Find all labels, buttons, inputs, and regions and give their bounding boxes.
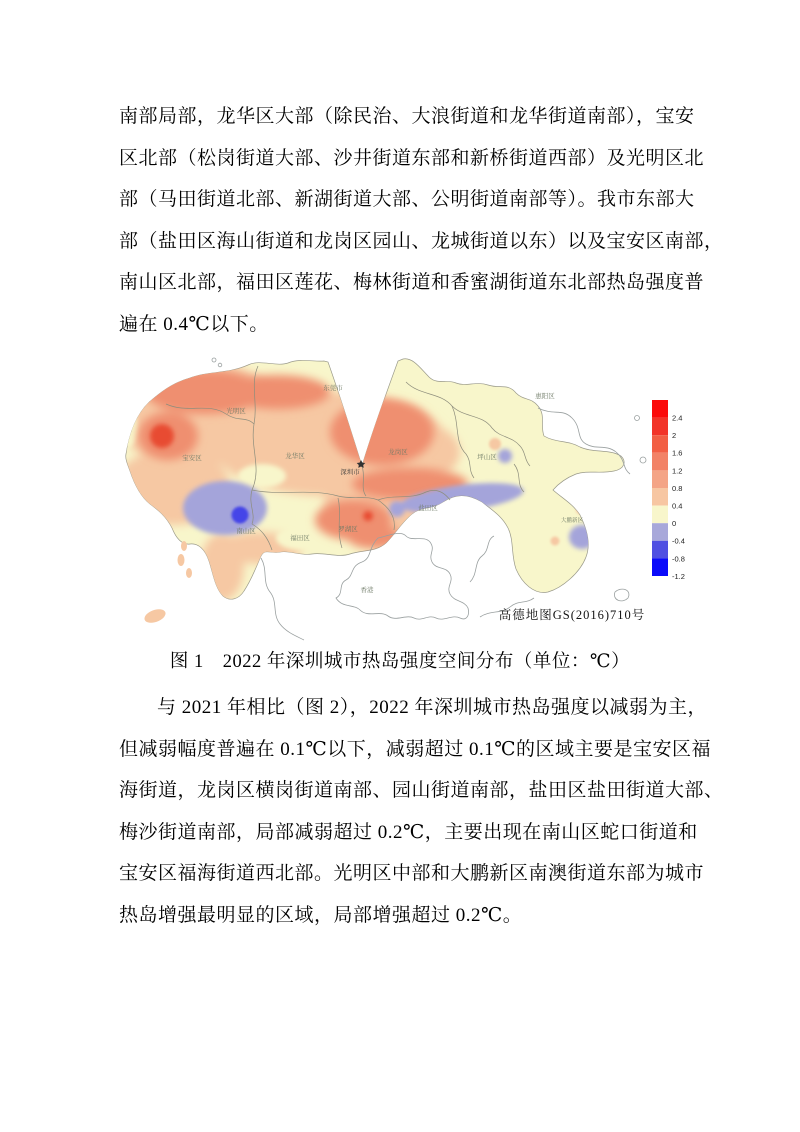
legend-segment: [652, 418, 668, 436]
body-text-line: 南山区北部，福田区莲花、梅林街道和香蜜湖街道东北部热岛强度普: [119, 272, 705, 293]
map-label-yantian: 盐田区: [418, 505, 438, 512]
body-text-line: 海街道，龙岗区横岗街道南部、园山街道南部，盐田区盐田街道大部、: [119, 780, 724, 801]
cold-blue-spot: [232, 507, 249, 524]
map-label-nanshan: 南山区: [236, 528, 256, 535]
legend-tick: -1.2: [672, 571, 685, 581]
legend-segment: [652, 523, 668, 541]
legend-tick: 0.8: [672, 483, 683, 493]
legend-segment: [652, 453, 668, 471]
map-attribution: 高德地图GS(2016)710号: [498, 608, 646, 622]
map-label-dapeng: 大鹏新区: [560, 518, 584, 524]
body-text-line: 热岛增强最明显的区域，局部增强超过 0.2℃。: [119, 904, 523, 926]
body-text-line: 部（盐田区海山街道和龙岗区园山、龙城街道以东）以及宝安区南部，: [119, 230, 724, 252]
legend-tick: 2.4: [672, 413, 683, 423]
legend-segment: [652, 541, 668, 559]
legend-segment: [652, 558, 668, 576]
map-label-futian: 福田区: [290, 535, 310, 542]
legend-tick: 1.6: [672, 448, 683, 458]
map-label-shenzhen: 深圳市: [340, 469, 360, 476]
map-label-baoan: 宝安区: [182, 455, 202, 462]
body-text-line: 区北部（松岗街道大部、沙井街道东部和新桥街道西部）及光明区北: [119, 147, 705, 169]
body-text-line: 与 2021 年相比（图 2），2022 年深圳城市热岛强度以减弱为主，: [157, 697, 708, 718]
legend-tick: 0: [672, 519, 677, 529]
west-islets: [143, 541, 192, 625]
body-text-line: 部（马田街道北部、新湖街道大部、公明街道南部等）。我市东部大: [119, 189, 695, 210]
figure-map: [110, 352, 690, 644]
map-label-guangming: 光明区: [226, 408, 246, 415]
legend-segment: [652, 506, 668, 524]
legend-segment: [652, 435, 668, 453]
body-text-line: 但减弱幅度普遍在 0.1℃以下，减弱超过 0.1℃的区域主要是宝安区福: [119, 738, 712, 760]
legend-tick: 2: [672, 431, 677, 441]
map-label-hongkong: 香港: [360, 587, 374, 594]
map-label-longhua: 龙华区: [285, 453, 305, 460]
map-label-dongguan: 东莞市: [323, 385, 343, 392]
map-label-pingshan: 坪山区: [477, 454, 497, 461]
legend-segment: [652, 488, 668, 506]
paragraph-1: [119, 96, 724, 345]
legend-tick: 1.2: [672, 466, 683, 476]
heat-map: [110, 352, 690, 644]
body-text-line: 南部局部，龙华区大部（除民治、大浪街道和龙华街道南部），宝安: [119, 106, 695, 127]
legend-segment: [652, 470, 668, 488]
legend-tick: -0.4: [672, 536, 685, 546]
map-label-luohu: 罗湖区: [338, 526, 358, 533]
legend-tick: 0.4: [672, 501, 683, 511]
legend-colorbar: [652, 400, 685, 581]
paragraph-2: [119, 687, 724, 936]
body-text-line: 梅沙街道南部，局部减弱超过 0.2℃，主要出现在南山区蛇口街道和: [119, 821, 698, 843]
legend-tick: -0.8: [672, 554, 685, 564]
body-text-line: 宝安区福海街道西北部。光明区中部和大鹏新区南澳街道东部为城市: [119, 863, 705, 884]
legend-segment: [652, 400, 668, 418]
map-label-longgang: 龙岗区: [388, 449, 408, 456]
figure-caption: 图 1 2022 年深圳城市热岛强度空间分布（单位：℃）: [169, 652, 631, 672]
map-label-huiyang: 惠阳区: [535, 393, 555, 400]
body-text-line: 遍在 0.4℃以下。: [119, 313, 269, 335]
